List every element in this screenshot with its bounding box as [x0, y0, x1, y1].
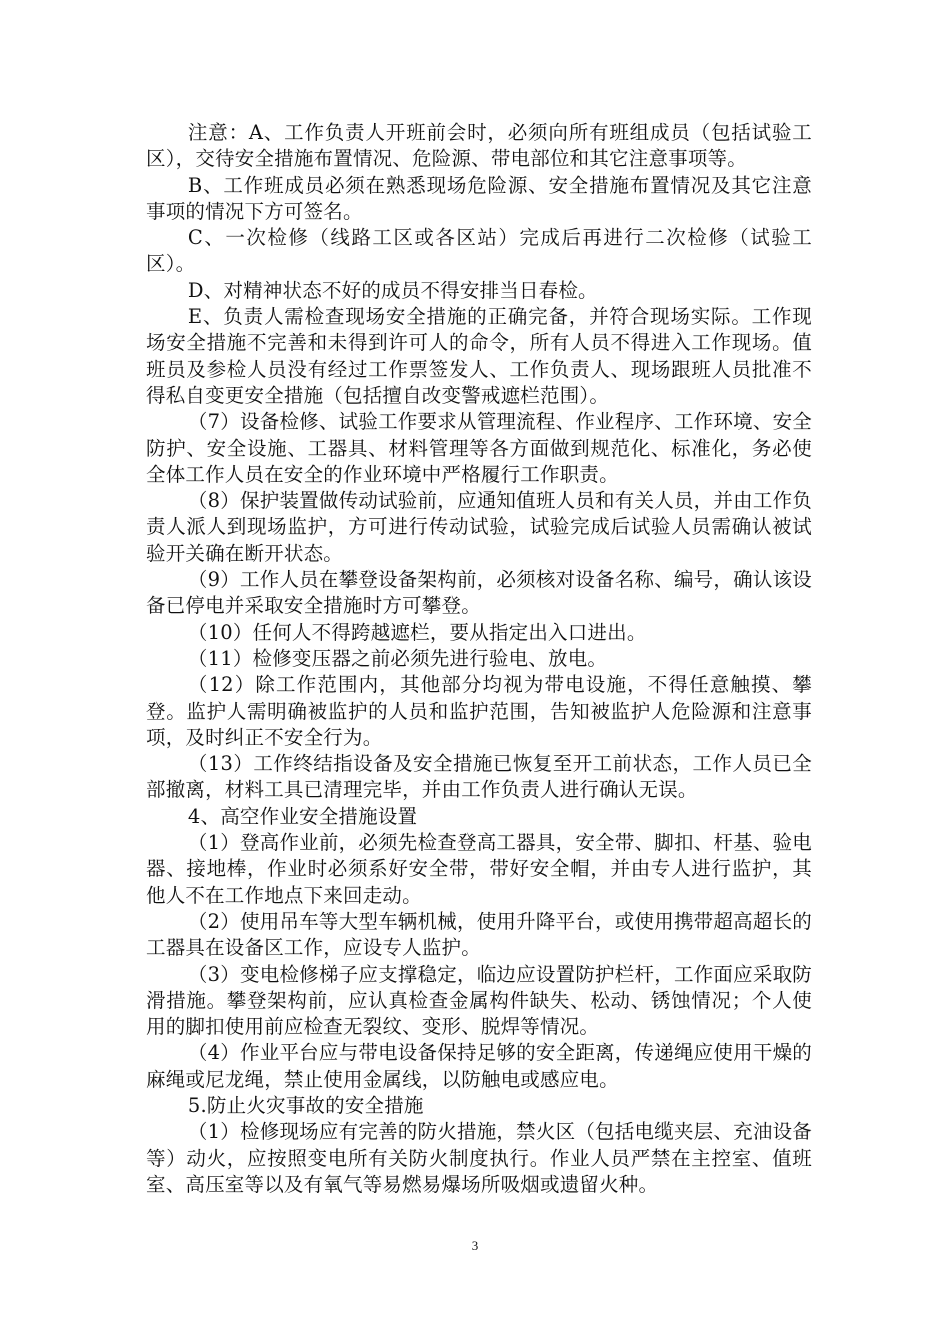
paragraph-note-c: C、一次检修（线路工区或各区站）完成后再进行二次检修（试验工区）。 — [146, 226, 812, 276]
paragraph-item-9: （9）工作人员在攀登设备架构前，必须核对设备名称、编号，确认该设备已停电并采取安全措施时方可攀登。 — [146, 568, 812, 618]
paragraph-item-10: （10）任何人不得跨越遮栏，要从指定出入口进出。 — [187, 620, 647, 644]
paragraph-section5-item-1: （1）检修现场应有完善的防火措施，禁火区（包括电缆夹层、充油设备等）动火，应按照变电所有关防火制度执行。作业人员严禁在主控室、值班室、高压室等以及有氧气等易燃易爆场所吸烟或遗留火种。 — [146, 1120, 812, 1196]
paragraph-section4-item-1: （1）登高作业前，必须先检查登高工器具，安全带、脚扣、杆基、验电器、接地棒，作业时必须系好安全带，带好安全帽，并由专人进行监护，其他人不在工作地点下来回走动。 — [146, 831, 812, 907]
paragraph-item-7: （7）设备检修、试验工作要求从管理流程、作业程序、工作环境、安全防护、安全设施、工器具、材料管理等各方面做到规范化、标准化，务必使全体工作人员在安全的作业环境中严格履行工作职责。 — [146, 410, 812, 486]
paragraph-note-a: 注意：A、工作负责人开班前会时，必须向所有班组成员（包括试验工区），交待安全措施布置情况、危险源、带电部位和其它注意事项等。 — [146, 121, 812, 171]
section-heading-5: 5.防止火灾事故的安全措施 — [187, 1093, 424, 1117]
paragraph-item-8: （8）保护装置做传动试验前，应通知值班人员和有关人员，并由工作负责人派人到现场监护，方可进行传动试验，试验完成后试验人员需确认被试验开关确在断开状态。 — [146, 489, 812, 565]
section-heading-4: 4、高空作业安全措施设置 — [187, 804, 418, 828]
paragraph-note-b: B、工作班成员必须在熟悉现场危险源、安全措施布置情况及其它注意事项的情况下方可签名。 — [146, 173, 812, 223]
paragraph-item-13: （13）工作终结指设备及安全措施已恢复至开工前状态，工作人员已全部撤离，材料工具已清理完毕，并由工作负责人进行确认无误。 — [146, 752, 812, 802]
paragraph-section4-item-4: （4）作业平台应与带电设备保持足够的安全距离，传递绳应使用干燥的麻绳或尼龙绳，禁止使用金属线，以防触电或感应电。 — [146, 1041, 812, 1091]
paragraph-item-11: （11）检修变压器之前必须先进行验电、放电。 — [187, 646, 608, 670]
paragraph-note-e: E、负责人需检查现场安全措施的正确完备，并符合现场实际。工作现场安全措施不完善和未得到许可人的命令，所有人员不得进入工作现场。值班员及参检人员没有经过工作票签发人、工作负责人、现场跟班人员批准不得私自变更安全措施（包括擅自改变警戒遮栏范围）。 — [146, 305, 812, 407]
paragraph-note-d: D、对精神状态不好的成员不得安排当日春检。 — [187, 278, 598, 302]
page-body — [146, 120, 812, 1198]
paragraph-item-12: （12）除工作范围内，其他部分均视为带电设施，不得任意触摸、攀登。监护人需明确被监护的人员和监护范围，告知被监护人危险源和注意事项，及时纠正不安全行为。 — [146, 673, 812, 749]
paragraph-section4-item-2: （2）使用吊车等大型车辆机械，使用升降平台，或使用携带超高超长的工器具在设备区工作，应设专人监护。 — [146, 909, 812, 960]
page-number: 3 — [471, 1238, 479, 1253]
paragraph-section4-item-3: （3）变电检修梯子应支撑稳定，临边应设置防护栏杆，工作面应采取防滑措施。攀登架构前，应认真检查金属构件缺失、松动、锈蚀情况；个人使用的脚扣使用前应检查无裂纹、变形、脱焊等情况。 — [146, 962, 812, 1039]
